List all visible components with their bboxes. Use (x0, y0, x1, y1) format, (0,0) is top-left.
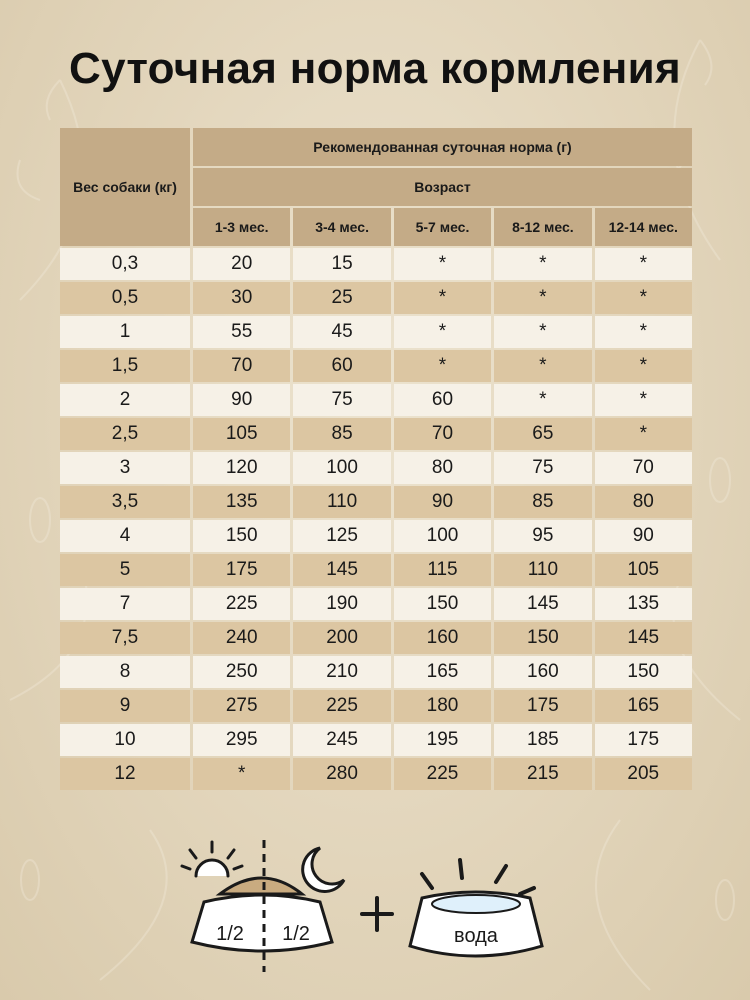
table-row (60, 588, 692, 620)
norm-cell: 225 (394, 758, 491, 790)
age-column-header: 1-3 мес. (193, 208, 290, 246)
norm-cell: * (494, 248, 591, 280)
norm-cell: * (494, 350, 591, 382)
norm-cell: * (394, 316, 491, 348)
norm-cell: 85 (494, 486, 591, 518)
norm-cell: 195 (394, 724, 491, 756)
weight-column-header (60, 128, 190, 246)
norm-cell: * (193, 758, 290, 790)
feeding-illustration (170, 832, 570, 982)
norm-cell: 135 (193, 486, 290, 518)
norm-cell: * (595, 384, 692, 416)
weight-cell: 7 (60, 588, 190, 620)
table-row (60, 656, 692, 688)
norm-cell: 25 (293, 282, 390, 314)
weight-cell: 4 (60, 520, 190, 552)
norm-cell: * (595, 282, 692, 314)
norm-cell: 160 (494, 656, 591, 688)
norm-cell: * (394, 350, 491, 382)
norm-cell: 90 (595, 520, 692, 552)
table-row (60, 452, 692, 484)
norm-cell: 275 (193, 690, 290, 722)
weight-cell: 2,5 (60, 418, 190, 450)
norm-cell: 55 (193, 316, 290, 348)
table-row (60, 486, 692, 518)
norm-cell: 90 (193, 384, 290, 416)
weight-cell: 7,5 (60, 622, 190, 654)
norm-cell: 145 (494, 588, 591, 620)
norm-cell: 215 (494, 758, 591, 790)
norm-cell: 150 (193, 520, 290, 552)
norm-cell: 105 (193, 418, 290, 450)
table-row (60, 724, 692, 756)
norm-cell: 225 (193, 588, 290, 620)
table-row (60, 520, 692, 552)
weight-cell: 0,3 (60, 248, 190, 280)
table-row (60, 384, 692, 416)
age-column-header: 5-7 мес. (394, 208, 491, 246)
norm-cell: 95 (494, 520, 591, 552)
norm-cell: 190 (293, 588, 390, 620)
table-row (60, 248, 692, 280)
norm-cell: 245 (293, 724, 390, 756)
norm-cell: 175 (595, 724, 692, 756)
table-row (60, 690, 692, 722)
table-row (60, 622, 692, 654)
norm-cell: * (394, 248, 491, 280)
age-header: Возраст (193, 168, 692, 206)
norm-cell: 100 (293, 452, 390, 484)
norm-cell: 60 (394, 384, 491, 416)
norm-cell: * (595, 316, 692, 348)
age-column-header: 12-14 мес. (595, 208, 692, 246)
norm-cell: 180 (394, 690, 491, 722)
norm-cell: 205 (595, 758, 692, 790)
norm-cell: 185 (494, 724, 591, 756)
norm-cell: 125 (293, 520, 390, 552)
table-row (60, 350, 692, 382)
table-row (60, 282, 692, 314)
norm-cell: 30 (193, 282, 290, 314)
weight-cell: 12 (60, 758, 190, 790)
norm-cell: 160 (394, 622, 491, 654)
weight-cell: 8 (60, 656, 190, 688)
weight-cell: 1 (60, 316, 190, 348)
water-bowl-label: вода (454, 925, 498, 947)
table-body (60, 248, 692, 790)
norm-cell: 175 (494, 690, 591, 722)
norm-cell: 70 (394, 418, 491, 450)
weight-header-label: Вес собаки (кг) (73, 179, 177, 195)
table-row (60, 418, 692, 450)
norm-cell: 200 (293, 622, 390, 654)
norm-cell: * (494, 316, 591, 348)
moon-icon (303, 848, 344, 891)
norm-cell: 225 (293, 690, 390, 722)
norm-cell: 20 (193, 248, 290, 280)
norm-cell: 120 (193, 452, 290, 484)
weight-cell: 9 (60, 690, 190, 722)
norm-cell: 280 (293, 758, 390, 790)
weight-cell: 3,5 (60, 486, 190, 518)
age-column-header: 8-12 мес. (494, 208, 591, 246)
norm-cell: * (595, 350, 692, 382)
norm-cell: 65 (494, 418, 591, 450)
norm-cell: * (394, 282, 491, 314)
norm-cell: * (595, 248, 692, 280)
table-row (60, 758, 692, 790)
norm-cell: 110 (293, 486, 390, 518)
norm-cell: 100 (394, 520, 491, 552)
norm-cell: 295 (193, 724, 290, 756)
norm-cell: 145 (293, 554, 390, 586)
norm-cell: 105 (595, 554, 692, 586)
norm-cell: 210 (293, 656, 390, 688)
norm-cell: 150 (595, 656, 692, 688)
norm-cell: 60 (293, 350, 390, 382)
norm-cell: 240 (193, 622, 290, 654)
norm-cell: 80 (595, 486, 692, 518)
norm-cell: 80 (394, 452, 491, 484)
weight-cell: 3 (60, 452, 190, 484)
norm-cell: 70 (595, 452, 692, 484)
norm-cell: 75 (494, 452, 591, 484)
norm-cell: 165 (394, 656, 491, 688)
weight-cell: 1,5 (60, 350, 190, 382)
table-row (60, 316, 692, 348)
norm-cell: 75 (293, 384, 390, 416)
table-row (60, 554, 692, 586)
norm-cell: 175 (193, 554, 290, 586)
norm-cell: * (595, 418, 692, 450)
norm-cell: 45 (293, 316, 390, 348)
weight-cell: 5 (60, 554, 190, 586)
feeding-table (57, 126, 695, 792)
norm-header: Рекомендованная суточная норма (г) (193, 128, 692, 166)
weight-cell: 10 (60, 724, 190, 756)
food-bowl-left-label: 1/2 (216, 923, 244, 945)
page-title: Суточная норма кормления (69, 44, 681, 93)
norm-cell: 135 (595, 588, 692, 620)
weight-cell: 2 (60, 384, 190, 416)
norm-cell: 110 (494, 554, 591, 586)
norm-cell: 85 (293, 418, 390, 450)
norm-cell: * (494, 384, 591, 416)
weight-cell: 0,5 (60, 282, 190, 314)
norm-cell: 150 (494, 622, 591, 654)
plus-icon (362, 898, 392, 930)
norm-cell: 90 (394, 486, 491, 518)
sun-icon (182, 842, 242, 876)
norm-cell: 70 (193, 350, 290, 382)
norm-cell: * (494, 282, 591, 314)
norm-cell: 115 (394, 554, 491, 586)
norm-cell: 250 (193, 656, 290, 688)
water-bowl-icon (410, 860, 542, 956)
food-bowl-right-label: 1/2 (282, 923, 310, 945)
norm-cell: 165 (595, 690, 692, 722)
norm-cell: 145 (595, 622, 692, 654)
norm-cell: 150 (394, 588, 491, 620)
norm-cell: 15 (293, 248, 390, 280)
age-column-header: 3-4 мес. (293, 208, 390, 246)
